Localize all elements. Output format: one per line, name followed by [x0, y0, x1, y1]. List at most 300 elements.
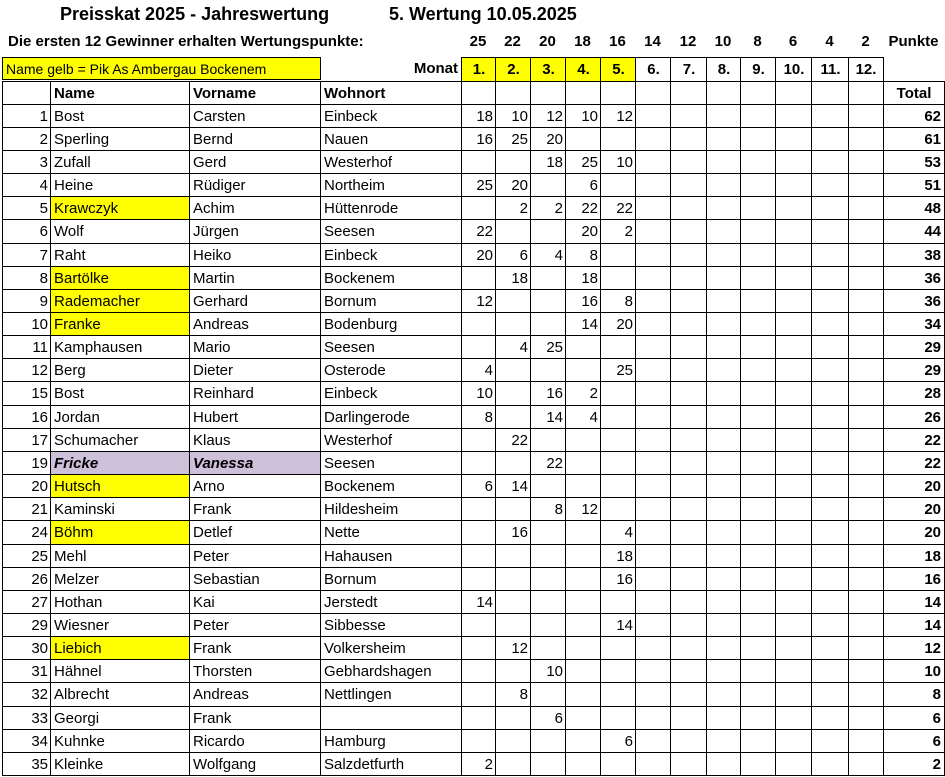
- score-cell: [848, 196, 884, 220]
- score-cell: [775, 150, 812, 174]
- rank-cell: 20: [2, 474, 51, 498]
- score-cell: [600, 243, 636, 267]
- vorname-cell: Frank: [189, 706, 321, 730]
- score-cell: 22: [495, 428, 531, 452]
- vorname-cell: Hubert: [189, 405, 321, 429]
- score-cell: 20: [565, 219, 601, 243]
- score-cell: 4: [461, 358, 496, 382]
- header-score-cell: [706, 81, 741, 105]
- score-cell: [706, 196, 741, 220]
- points-value-12: 2: [861, 33, 870, 50]
- score-cell: [848, 590, 884, 614]
- score-cell: [706, 266, 741, 290]
- score-cell: [848, 729, 884, 753]
- score-cell: [461, 729, 496, 753]
- total-cell: 36: [883, 266, 945, 290]
- score-cell: 18: [461, 104, 496, 128]
- score-cell: [670, 266, 707, 290]
- score-cell: [848, 381, 884, 405]
- rank-cell: 24: [2, 520, 51, 544]
- points-value-1: 25: [469, 33, 487, 50]
- score-cell: [706, 590, 741, 614]
- score-cell: [565, 590, 601, 614]
- name-cell: Georgi: [50, 706, 190, 730]
- score-cell: [740, 682, 776, 706]
- score-cell: 20: [495, 173, 531, 197]
- score-cell: [848, 682, 884, 706]
- score-cell: 22: [530, 451, 566, 475]
- month-header-3: 3.: [530, 57, 566, 82]
- score-cell: [600, 266, 636, 290]
- score-cell: [811, 590, 849, 614]
- vorname-cell: Sebastian: [189, 567, 321, 591]
- score-cell: [775, 428, 812, 452]
- score-cell: [740, 289, 776, 313]
- score-cell: [461, 150, 496, 174]
- score-cell: 20: [600, 312, 636, 336]
- score-cell: [565, 659, 601, 683]
- score-cell: [670, 474, 707, 498]
- score-cell: [775, 659, 812, 683]
- total-cell: 2: [883, 752, 945, 776]
- wohnort-cell: Bornum: [320, 567, 462, 591]
- total-cell: 26: [883, 405, 945, 429]
- score-cell: 14: [600, 613, 636, 637]
- header-rank-cell: [2, 81, 51, 105]
- score-cell: [740, 335, 776, 359]
- score-cell: [530, 289, 566, 313]
- score-cell: [740, 451, 776, 475]
- score-cell: [775, 520, 812, 544]
- month-header-8: 8.: [706, 57, 741, 82]
- score-cell: [635, 405, 671, 429]
- name-cell: Heine: [50, 173, 190, 197]
- wohnort-cell: Jerstedt: [320, 590, 462, 614]
- score-cell: [600, 590, 636, 614]
- score-cell: [635, 451, 671, 475]
- score-cell: [706, 474, 741, 498]
- score-cell: [775, 613, 812, 637]
- score-cell: [670, 381, 707, 405]
- score-cell: 18: [495, 266, 531, 290]
- score-cell: [600, 127, 636, 151]
- rank-cell: 27: [2, 590, 51, 614]
- rank-cell: 25: [2, 544, 51, 568]
- score-cell: [706, 173, 741, 197]
- rank-cell: 35: [2, 752, 51, 776]
- vorname-cell: Klaus: [189, 428, 321, 452]
- score-cell: [848, 150, 884, 174]
- rank-cell: 34: [2, 729, 51, 753]
- score-cell: [635, 266, 671, 290]
- rank-cell: 12: [2, 358, 51, 382]
- score-cell: [706, 104, 741, 128]
- score-cell: [775, 312, 812, 336]
- score-cell: [495, 312, 531, 336]
- score-cell: [740, 567, 776, 591]
- score-cell: 4: [530, 243, 566, 267]
- score-cell: [848, 428, 884, 452]
- score-cell: 10: [461, 381, 496, 405]
- score-cell: 25: [530, 335, 566, 359]
- score-cell: [530, 428, 566, 452]
- name-cell: Kleinke: [50, 752, 190, 776]
- total-cell: 6: [883, 729, 945, 753]
- month-header-12: 12.: [848, 57, 884, 82]
- score-cell: 25: [461, 173, 496, 197]
- total-cell: 14: [883, 590, 945, 614]
- score-cell: [670, 613, 707, 637]
- wohnort-cell: Seesen: [320, 219, 462, 243]
- score-cell: 10: [600, 150, 636, 174]
- wohnort-cell: Hahausen: [320, 544, 462, 568]
- header-score-cell: [635, 81, 671, 105]
- score-cell: [635, 682, 671, 706]
- score-cell: [495, 405, 531, 429]
- rank-cell: 19: [2, 451, 51, 475]
- score-cell: 8: [461, 405, 496, 429]
- score-cell: [706, 613, 741, 637]
- score-cell: [600, 752, 636, 776]
- month-header-2: 2.: [495, 57, 531, 82]
- score-cell: [811, 752, 849, 776]
- name-cell: Hothan: [50, 590, 190, 614]
- score-cell: 10: [565, 104, 601, 128]
- score-cell: [740, 196, 776, 220]
- total-cell: 29: [883, 358, 945, 382]
- score-cell: [461, 312, 496, 336]
- score-cell: [706, 289, 741, 313]
- score-cell: [740, 706, 776, 730]
- name-cell: Wiesner: [50, 613, 190, 637]
- score-cell: [811, 497, 849, 521]
- header-wohnort: Wohnort: [320, 81, 462, 105]
- name-cell: Bost: [50, 381, 190, 405]
- score-cell: [706, 497, 741, 521]
- score-cell: 4: [565, 405, 601, 429]
- score-cell: 8: [495, 682, 531, 706]
- score-cell: [811, 636, 849, 660]
- score-cell: [740, 659, 776, 683]
- wohnort-cell: Hüttenrode: [320, 196, 462, 220]
- score-cell: [775, 289, 812, 313]
- score-cell: [565, 451, 601, 475]
- score-cell: 8: [530, 497, 566, 521]
- score-cell: 18: [600, 544, 636, 568]
- name-cell: Berg: [50, 358, 190, 382]
- score-cell: [670, 682, 707, 706]
- points-value-5: 16: [609, 33, 626, 50]
- rank-cell: 30: [2, 636, 51, 660]
- score-cell: [670, 405, 707, 429]
- score-cell: [775, 451, 812, 475]
- vorname-cell: Achim: [189, 196, 321, 220]
- score-cell: [635, 659, 671, 683]
- header-score-cell: [495, 81, 531, 105]
- score-cell: [670, 590, 707, 614]
- score-cell: [530, 358, 566, 382]
- score-cell: [495, 752, 531, 776]
- score-cell: [706, 451, 741, 475]
- score-cell: [635, 752, 671, 776]
- wohnort-cell: Einbeck: [320, 243, 462, 267]
- total-cell: 36: [883, 289, 945, 313]
- score-cell: [600, 451, 636, 475]
- score-cell: [811, 428, 849, 452]
- month-header-11: 11.: [811, 57, 849, 82]
- score-cell: 14: [530, 405, 566, 429]
- name-cell: Zufall: [50, 150, 190, 174]
- score-cell: 6: [461, 474, 496, 498]
- score-cell: [706, 567, 741, 591]
- score-cell: [775, 127, 812, 151]
- score-cell: [530, 520, 566, 544]
- wohnort-cell: Sibbesse: [320, 613, 462, 637]
- score-cell: [848, 104, 884, 128]
- score-cell: [740, 497, 776, 521]
- score-cell: [565, 544, 601, 568]
- wohnort-cell: Westerhof: [320, 428, 462, 452]
- header-score-cell: [600, 81, 636, 105]
- score-cell: [811, 266, 849, 290]
- total-cell: 53: [883, 150, 945, 174]
- month-header-5: 5.: [600, 57, 636, 82]
- month-header-7: 7.: [670, 57, 707, 82]
- score-cell: [530, 544, 566, 568]
- vorname-cell: Rüdiger: [189, 173, 321, 197]
- score-cell: 6: [565, 173, 601, 197]
- score-cell: [600, 474, 636, 498]
- score-cell: [600, 405, 636, 429]
- score-cell: [461, 706, 496, 730]
- score-cell: [740, 219, 776, 243]
- name-cell: Bost: [50, 104, 190, 128]
- score-cell: [635, 636, 671, 660]
- score-cell: 14: [495, 474, 531, 498]
- score-cell: [740, 243, 776, 267]
- header-score-cell: [740, 81, 776, 105]
- points-label: Die ersten 12 Gewinner erhalten Wertungspunkte:: [8, 33, 364, 50]
- score-cell: [740, 613, 776, 637]
- score-cell: [811, 335, 849, 359]
- vorname-cell: Gerhard: [189, 289, 321, 313]
- header-score-cell: [775, 81, 812, 105]
- score-cell: [775, 567, 812, 591]
- total-cell: 28: [883, 381, 945, 405]
- vorname-cell: Peter: [189, 613, 321, 637]
- score-cell: [811, 613, 849, 637]
- score-cell: [811, 219, 849, 243]
- score-cell: [848, 266, 884, 290]
- score-cell: [495, 613, 531, 637]
- score-cell: [461, 567, 496, 591]
- score-cell: [565, 428, 601, 452]
- rank-cell: 10: [2, 312, 51, 336]
- vorname-cell: Andreas: [189, 682, 321, 706]
- score-cell: 12: [495, 636, 531, 660]
- score-cell: [635, 474, 671, 498]
- total-cell: 44: [883, 219, 945, 243]
- wohnort-cell: Nauen: [320, 127, 462, 151]
- rank-cell: 17: [2, 428, 51, 452]
- score-cell: [565, 613, 601, 637]
- score-cell: [670, 150, 707, 174]
- score-cell: [811, 474, 849, 498]
- score-cell: [740, 173, 776, 197]
- total-cell: 8: [883, 682, 945, 706]
- header-score-cell: [811, 81, 849, 105]
- points-value-7: 12: [679, 33, 697, 50]
- score-cell: [670, 104, 707, 128]
- total-cell: 38: [883, 243, 945, 267]
- score-cell: [706, 706, 741, 730]
- score-cell: [775, 682, 812, 706]
- rank-cell: 11: [2, 335, 51, 359]
- score-cell: [706, 150, 741, 174]
- month-header-9: 9.: [740, 57, 776, 82]
- score-cell: [530, 636, 566, 660]
- rank-cell: 2: [2, 127, 51, 151]
- score-cell: 4: [495, 335, 531, 359]
- score-cell: [635, 590, 671, 614]
- title-right: 5. Wertung 10.05.2025: [389, 4, 577, 24]
- score-cell: [495, 567, 531, 591]
- score-cell: [635, 312, 671, 336]
- wohnort-cell: Nettlingen: [320, 682, 462, 706]
- total-cell: 18: [883, 544, 945, 568]
- score-cell: [848, 659, 884, 683]
- score-cell: 22: [600, 196, 636, 220]
- score-cell: [600, 497, 636, 521]
- score-cell: [461, 659, 496, 683]
- score-cell: [811, 312, 849, 336]
- vorname-cell: Gerd: [189, 150, 321, 174]
- score-cell: [495, 150, 531, 174]
- score-cell: 18: [530, 150, 566, 174]
- score-cell: [635, 335, 671, 359]
- vorname-cell: Thorsten: [189, 659, 321, 683]
- score-cell: [811, 682, 849, 706]
- vorname-cell: Peter: [189, 544, 321, 568]
- score-cell: [461, 636, 496, 660]
- score-cell: [811, 381, 849, 405]
- score-cell: [811, 289, 849, 313]
- score-cell: [635, 381, 671, 405]
- score-cell: [565, 358, 601, 382]
- score-cell: [706, 544, 741, 568]
- score-cell: [775, 219, 812, 243]
- score-cell: [461, 428, 496, 452]
- total-cell: 16: [883, 567, 945, 591]
- score-cell: [670, 567, 707, 591]
- score-cell: [565, 682, 601, 706]
- score-cell: [670, 497, 707, 521]
- score-cell: [811, 243, 849, 267]
- score-cell: 12: [600, 104, 636, 128]
- score-cell: 2: [530, 196, 566, 220]
- score-cell: 2: [565, 381, 601, 405]
- score-cell: [706, 428, 741, 452]
- score-cell: [530, 219, 566, 243]
- total-cell: 12: [883, 636, 945, 660]
- rank-cell: 15: [2, 381, 51, 405]
- score-cell: 2: [495, 196, 531, 220]
- score-cell: 6: [495, 243, 531, 267]
- score-cell: [740, 405, 776, 429]
- rank-cell: 31: [2, 659, 51, 683]
- header-score-cell: [530, 81, 566, 105]
- score-cell: 25: [600, 358, 636, 382]
- rank-cell: 6: [2, 219, 51, 243]
- score-cell: [706, 752, 741, 776]
- score-cell: [530, 752, 566, 776]
- wohnort-cell: Bodenburg: [320, 312, 462, 336]
- total-cell: 20: [883, 520, 945, 544]
- name-cell: Albrecht: [50, 682, 190, 706]
- score-cell: [495, 451, 531, 475]
- rank-cell: 1: [2, 104, 51, 128]
- score-cell: [811, 358, 849, 382]
- score-cell: [706, 219, 741, 243]
- score-cell: [848, 474, 884, 498]
- score-cell: [848, 173, 884, 197]
- score-cell: [706, 659, 741, 683]
- score-cell: 14: [565, 312, 601, 336]
- score-cell: [811, 150, 849, 174]
- header-score-cell: [461, 81, 496, 105]
- name-cell: Franke: [50, 312, 190, 336]
- score-cell: [635, 428, 671, 452]
- header-name: Name: [50, 81, 190, 105]
- score-cell: [740, 544, 776, 568]
- vorname-cell: Martin: [189, 266, 321, 290]
- score-cell: [565, 636, 601, 660]
- score-cell: [811, 405, 849, 429]
- wohnort-cell: Osterode: [320, 358, 462, 382]
- wohnort-cell: Salzdetfurth: [320, 752, 462, 776]
- vorname-cell: Dieter: [189, 358, 321, 382]
- month-header-10: 10.: [775, 57, 812, 82]
- score-cell: [635, 520, 671, 544]
- vorname-cell: Carsten: [189, 104, 321, 128]
- score-cell: [670, 752, 707, 776]
- score-cell: [635, 567, 671, 591]
- score-cell: 12: [565, 497, 601, 521]
- name-cell: Hähnel: [50, 659, 190, 683]
- score-cell: [670, 219, 707, 243]
- score-cell: [775, 474, 812, 498]
- score-cell: [775, 636, 812, 660]
- score-cell: [670, 544, 707, 568]
- rank-cell: 4: [2, 173, 51, 197]
- wohnort-cell: Hildesheim: [320, 497, 462, 521]
- score-cell: [565, 752, 601, 776]
- points-value-2: 22: [504, 33, 521, 50]
- name-cell: Kuhnke: [50, 729, 190, 753]
- score-cell: [530, 590, 566, 614]
- score-cell: [461, 544, 496, 568]
- score-cell: [811, 127, 849, 151]
- score-cell: [775, 381, 812, 405]
- score-cell: [635, 706, 671, 730]
- vorname-cell: Heiko: [189, 243, 321, 267]
- score-cell: [600, 706, 636, 730]
- score-cell: [811, 706, 849, 730]
- score-cell: [670, 706, 707, 730]
- score-cell: 16: [530, 381, 566, 405]
- rank-cell: 9: [2, 289, 51, 313]
- total-cell: 14: [883, 613, 945, 637]
